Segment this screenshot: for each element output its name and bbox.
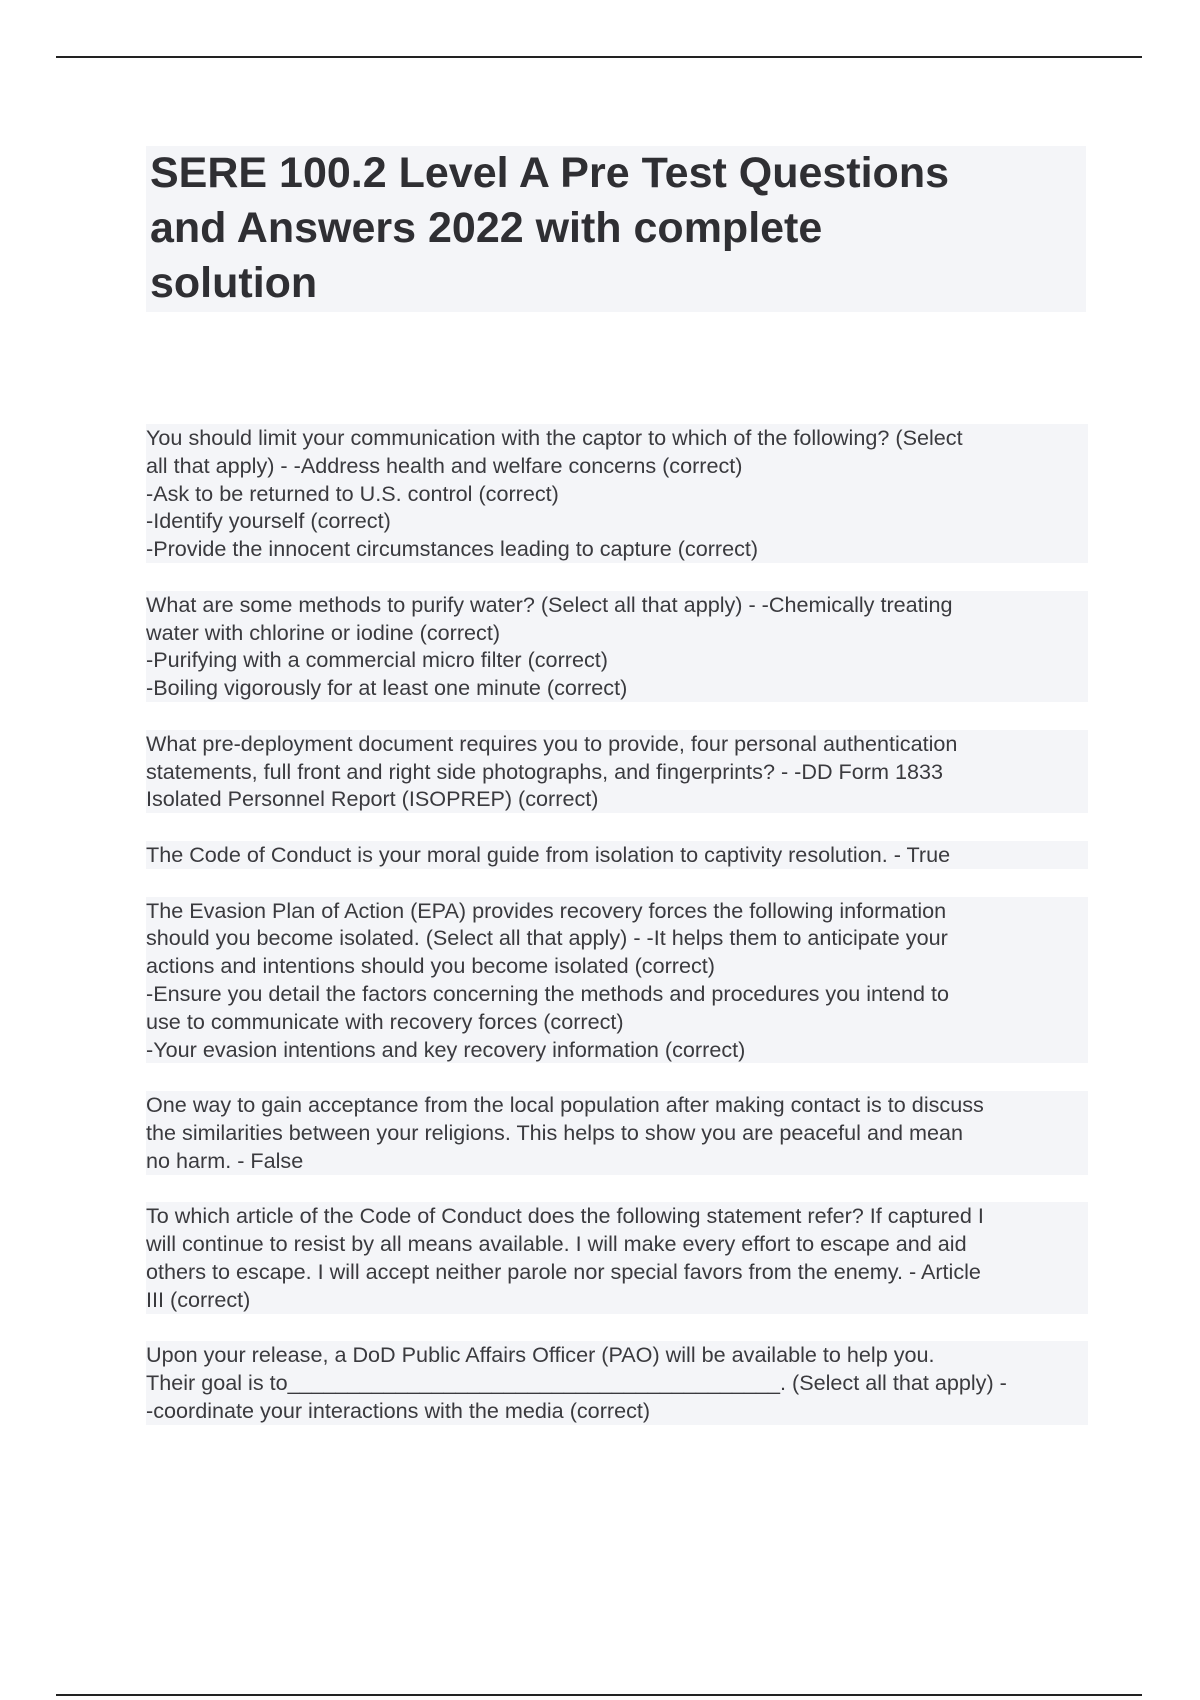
qa-item-2: What are some methods to purify water? (Select all that apply) - -Chemically treating water with chlorine or iodine (correct) -Purifying with a commercial micro filter (correct) -Boiling vigorously for at least one minute (correct) — [146, 591, 1088, 702]
qa-item-4: The Code of Conduct is your moral guide from isolation to captivity resolution. - True — [146, 841, 1088, 869]
qa-item-7: To which article of the Code of Conduct does the following statement refer? If captured I will continue to resist by all means available. I will make every effort to escape and aid others to escape. I will accept neither parole nor special favors from the enemy. - Article III (correct) — [146, 1202, 1088, 1313]
title-block — [146, 146, 1086, 312]
document-title: SERE 100.2 Level A Pre Test Questions and Answers 2022 with complete solution — [150, 149, 950, 307]
qa-item-8: Upon your release, a DoD Public Affairs Officer (PAO) will be available to help you. Their goal is to_________________________________________. (Select all that apply) - -coordinate your interactions with the media (correct) — [146, 1341, 1088, 1424]
qa-item-5: The Evasion Plan of Action (EPA) provides recovery forces the following information should you become isolated. (Select all that apply) - -It helps them to anticipate your actions and intentions should you become isolated (correct) -Ensure you detail the factors concerning the methods and procedures you intend to use to communicate with recovery forces (correct) -Your evasion intentions and key recovery information (correct) — [146, 897, 1088, 1064]
qa-item-6: One way to gain acceptance from the local population after making contact is to discuss the similarities between your religions. This helps to show you are peaceful and mean no harm. - False — [146, 1091, 1088, 1174]
bottom-rule — [56, 1694, 1142, 1696]
qa-item-3: What pre-deployment document requires you to provide, four personal authentication statements, full front and right side photographs, and fingerprints? - -DD Form 1833 Isolated Personnel Report (ISOPREP) (correct) — [146, 730, 1088, 813]
top-rule — [56, 56, 1142, 58]
qa-list — [146, 424, 1088, 1452]
qa-item-1: You should limit your communication with the captor to which of the following? (Select all that apply) - -Address health and welfare concerns (correct) -Ask to be returned to U.S. control (correct) -Identify yourself (correct) -Provide the innocent circumstances leading to capture (correct) — [146, 424, 1088, 563]
